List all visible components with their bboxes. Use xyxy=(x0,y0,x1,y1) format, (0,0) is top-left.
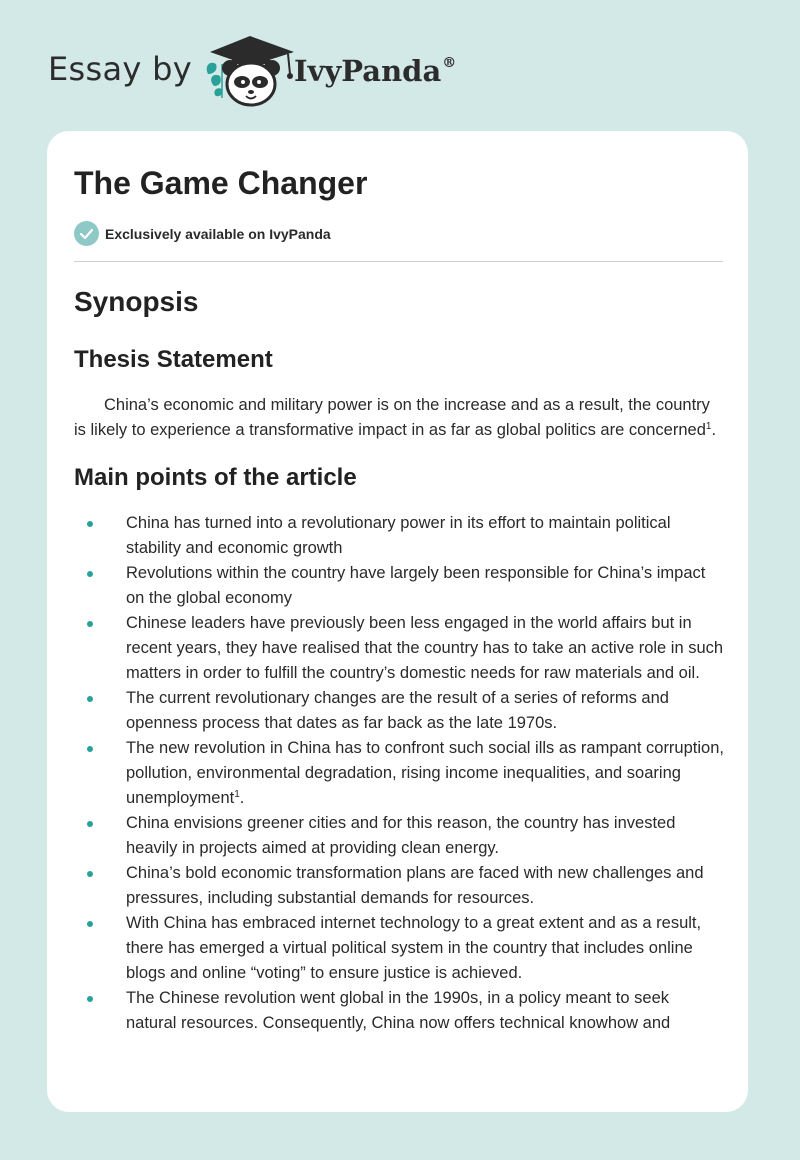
title-divider xyxy=(74,261,723,262)
list-item: China has turned into a revolutionary power in its effort to maintain political stability and economic growth xyxy=(74,511,724,561)
essay-card xyxy=(47,131,748,1112)
main-points-list xyxy=(74,511,724,1036)
footnote-ref[interactable]: 1 xyxy=(234,789,240,800)
list-item: The current revolutionary changes are the result of a series of reforms and openness process that dates as far back as the late 1970s. xyxy=(74,686,724,736)
bullet-icon xyxy=(87,521,93,527)
brand-name[interactable]: IvyPanda® xyxy=(294,54,457,88)
site-header xyxy=(48,34,488,114)
bullet-icon xyxy=(87,996,93,1002)
list-item: Chinese leaders have previously been less engaged in the world affairs but in recent years, they have realised that the country has to take an active role in such matters in order to fulfill the country’s domestic needs for raw materials and oil. xyxy=(74,611,724,686)
bullet-icon xyxy=(87,621,93,627)
list-item: Revolutions within the country have largely been responsible for China’s impact on the global economy xyxy=(74,561,724,611)
check-icon xyxy=(74,221,99,246)
exclusive-badge xyxy=(74,221,331,246)
essay-by-label: Essay by xyxy=(48,50,192,88)
thesis-heading: Thesis Statement xyxy=(74,346,273,373)
main-points-heading: Main points of the article xyxy=(74,464,357,491)
bullet-icon xyxy=(87,571,93,577)
synopsis-heading: Synopsis xyxy=(74,286,199,317)
list-item: China envisions greener cities and for this reason, the country has invested heavily in projects aimed at providing clean energy. xyxy=(74,811,724,861)
list-item: China’s bold economic transformation plans are faced with new challenges and pressures, including substantial demands for resources. xyxy=(74,861,724,911)
list-item: With China has embraced internet technology to a great extent and as a result, there has emerged a virtual political system in the country that includes online blogs and online “voting” to ensure justice is achieved. xyxy=(74,911,724,986)
panda-logo-icon[interactable] xyxy=(202,34,298,110)
list-item: The new revolution in China has to confront such social ills as rampant corruption, pollution, environmental degradation, rising income inequalities, and soaring unemployment$^1$. xyxy=(74,736,724,811)
bullet-icon xyxy=(87,746,93,752)
thesis-paragraph: China’s economic and military power is on the increase and as a result, the country is likely to experience a transformative impact in as far as global politics are concerned$^1$. xyxy=(74,396,717,439)
bullet-icon xyxy=(87,821,93,827)
exclusive-text: Exclusively available on IvyPanda xyxy=(105,225,331,242)
list-item: The Chinese revolution went global in the 1990s, in a policy meant to seek natural resources. Consequently, China now offers technical knowhow and xyxy=(74,986,724,1036)
bullet-icon xyxy=(87,871,93,877)
page-title: The Game Changer xyxy=(74,165,368,201)
footnote-ref[interactable]: 1 xyxy=(705,421,712,432)
bullet-icon xyxy=(87,921,93,927)
bullet-icon xyxy=(87,696,93,702)
